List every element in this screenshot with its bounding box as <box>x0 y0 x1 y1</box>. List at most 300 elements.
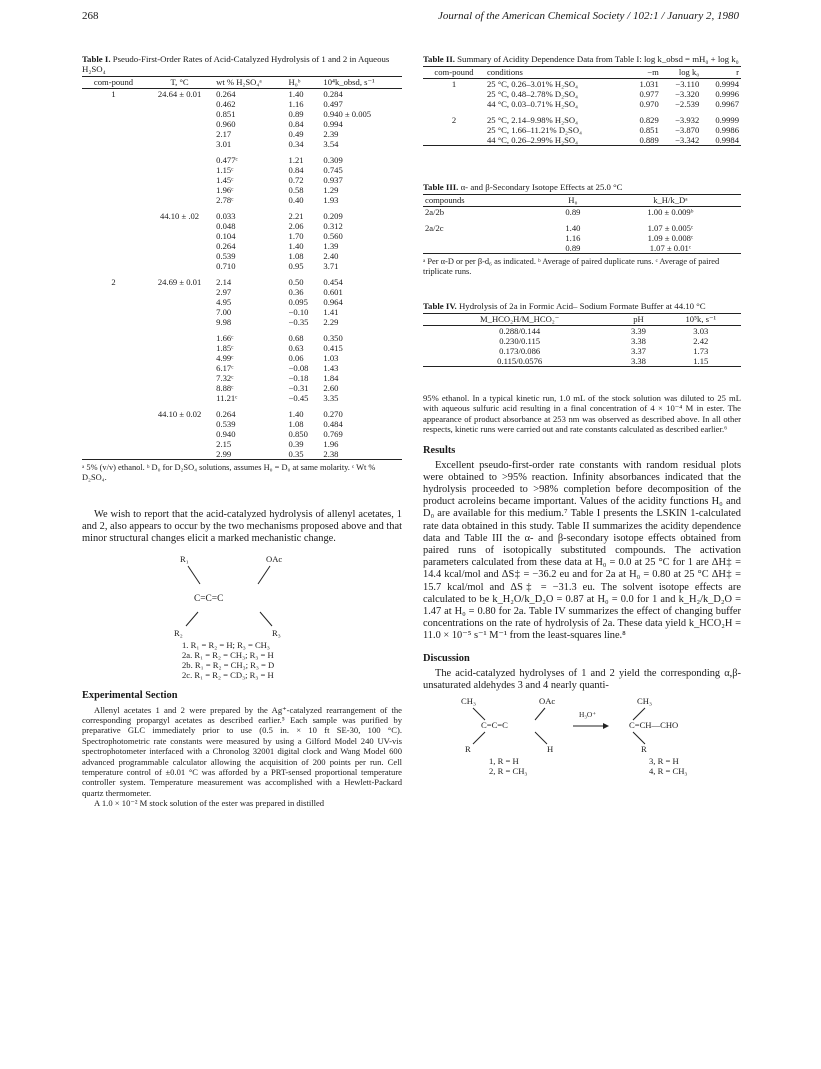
table1-header-cell: T, °C <box>145 77 214 89</box>
table1-caption <box>82 54 402 74</box>
table1-cell <box>145 363 214 373</box>
table2-cell <box>423 89 485 99</box>
table1-row <box>82 129 402 139</box>
table2-cell: 25 °C, 2.14–9.98% H₂SO₄ <box>486 115 579 125</box>
table1-cell <box>145 419 214 429</box>
table1-cell <box>82 241 145 251</box>
table1-row <box>82 175 402 185</box>
table1-cell: 1.08 <box>288 251 304 261</box>
experimental-paragraph-2: A 1.0 × 10⁻² M stock solution of the ester was prepared in distilled <box>94 798 325 809</box>
struct-r1: R₁ <box>180 553 189 564</box>
table1-cell <box>82 251 145 261</box>
journal-citation: Journal of the American Chemical Society / 102:1 / January 2, 1980 <box>437 10 739 22</box>
table1-row <box>82 139 402 149</box>
table1-cell: 2.99 <box>216 449 232 459</box>
table1-cell <box>145 175 214 185</box>
table1-cell: 2.17 <box>216 129 232 139</box>
table2-cell: 25 °C, 0.48–2.78% D₂SO₄ <box>486 89 579 99</box>
table1-cell: −0.10 <box>288 307 309 317</box>
table1-cell: 1.70 <box>288 231 304 241</box>
table1-cell <box>145 119 214 129</box>
table3-cell <box>423 243 546 254</box>
table1-header-row <box>82 77 402 89</box>
scheme-r-left: R <box>465 744 471 755</box>
table2-row <box>423 135 741 146</box>
scheme-h: H <box>547 744 554 755</box>
table4-cell: 2.42 <box>693 336 709 346</box>
table3-header-row <box>423 195 741 207</box>
method-continuation: 95% ethanol. In a typical kinetic run, 1.0 mL of the stock solution was diluted to 25 mL with aqueous sulfuric acid resulting in a final concentration of 4 × 10⁻⁴ M in ester. The appearance of product absorbance at 253 nm was observed as described above. In all other respects, kinetic runs were carried out and rate constants calculated as described earlier.⁶ <box>423 393 741 435</box>
table1-cell: 0.06 <box>288 353 304 363</box>
table1-cell <box>145 221 214 231</box>
table1-cell: 11.21ᶜ <box>216 393 238 403</box>
table1-cell: 1.43 <box>323 363 339 373</box>
table1-cell <box>82 409 145 419</box>
table1-row <box>82 231 402 241</box>
table1-cell <box>82 139 145 149</box>
table1-cell: 1.03 <box>323 353 339 363</box>
table1-cell: 1.41 <box>323 307 339 317</box>
table1-cell: 3.35 <box>323 393 339 403</box>
struct-legend <box>182 640 274 680</box>
table2-cell: 44 °C, 0.26–2.99% H₂SO₄ <box>486 135 579 145</box>
table1-row <box>82 185 402 195</box>
table1-cell: 1.16 <box>288 99 304 109</box>
table1-cell: 1.45ᶜ <box>216 175 234 185</box>
table2-cell: 0.851 <box>639 125 659 135</box>
table1-cell: 0.497 <box>323 99 343 109</box>
table1-cell: 0.964 <box>323 297 343 307</box>
table3-header-cell: H₀ <box>546 195 600 207</box>
table4-row <box>423 346 741 356</box>
table1-cell: 0.994 <box>323 119 343 129</box>
table1-cell <box>82 211 145 221</box>
table4-caption <box>423 301 741 311</box>
table1-row <box>82 99 402 109</box>
table1-cell: 0.850 <box>288 429 308 439</box>
table1-cell <box>145 297 214 307</box>
table1-cell: 0.264 <box>216 241 236 251</box>
table1-cell: 0.960 <box>216 119 236 129</box>
table1-cell: 0.34 <box>288 139 304 149</box>
table1-cell: 0.264 <box>216 89 236 99</box>
table2-header-cell: com-pound <box>423 67 485 79</box>
table1-cell <box>145 251 214 261</box>
table3-cell: 2a/2c <box>425 223 444 233</box>
table1-cell: 2.60 <box>323 383 339 393</box>
table1-cell: 2.06 <box>288 221 304 231</box>
table1-row <box>82 363 402 373</box>
table2-body <box>423 79 741 146</box>
table2-header-cell: log k₀ <box>661 67 701 79</box>
table1-row <box>82 251 402 261</box>
table1-cell: 0.35 <box>288 449 304 459</box>
table1-cell <box>145 307 214 317</box>
table1-cell: 0.477ᶜ <box>216 155 238 165</box>
table2-cell: −3.870 <box>675 125 700 135</box>
table1-cell: 0.72 <box>288 175 304 185</box>
table4-header-cell: 10⁵k, s⁻¹ <box>661 314 741 326</box>
table1-cell <box>145 353 214 363</box>
table1-cell: 0.58 <box>288 185 304 195</box>
table3-row <box>423 233 741 243</box>
table1-cell <box>82 297 145 307</box>
table1-cell <box>145 129 214 139</box>
table1-cell: 0.309 <box>323 155 343 165</box>
table1-row <box>82 449 402 460</box>
table2-row <box>423 99 741 109</box>
table2-row <box>423 79 741 90</box>
table2-cell: −3.320 <box>675 89 700 99</box>
table1-cell: 0.095 <box>288 297 308 307</box>
scheme-r-right: R <box>641 744 647 755</box>
table1-cell: 2.38 <box>323 449 339 459</box>
table2-cell: 0.977 <box>639 89 659 99</box>
table1-row <box>82 165 402 175</box>
table4-header-cell: pH <box>616 314 660 326</box>
table4-label: Table IV. <box>423 301 457 311</box>
table1-cell: 0.745 <box>323 165 343 175</box>
experimental-paragraph: Allenyl acetates 1 and 2 were prepared by the Ag⁺-catalyzed rearrangement of the corresponding propargyl acetates as described earlier.⁵ Each sample was purified by preparative GLC immediately prior to use (0.5 in. × 10 ft SE-30, 100 °C). Spectrophotometric rate constants were measured by using a Gilford Model 240 UV-vis spectrophotometer interfaced with a Chronolog 32001 digital clock and Wang Model 600 advanced programmable calculator allowing the acquisition of 200 points per run. Cell temperature control of ±0.01 °C was afforded by a PRT-sensed proportional temperature controller system. Temperature measurement was accomplished with a Hewlett-Packard quartz thermometer. <box>82 704 402 798</box>
table3-body <box>423 207 741 254</box>
table1-cell: 0.539 <box>216 251 236 261</box>
table1-cell: 4.95 <box>216 297 232 307</box>
table1-cell <box>145 287 214 297</box>
table2-cell: 44 °C, 0.03–0.71% H₂SO₄ <box>486 99 579 109</box>
table2-cell: 0.889 <box>639 135 659 145</box>
discussion-heading: Discussion <box>423 652 470 664</box>
table1-cell: 2.39 <box>323 129 339 139</box>
table2-cell: 25 °C, 0.26–3.01% H₂SO₄ <box>486 79 579 89</box>
table1-row <box>82 307 402 317</box>
table1-cell: 2.21 <box>288 211 304 221</box>
table1-cell: 0.39 <box>288 439 304 449</box>
table1-cell: 0.462 <box>216 99 236 109</box>
table3-caption-text: α- and β-Secondary Isotope Effects at 25.0 °C <box>460 182 623 192</box>
scheme-label-2: 2, R = CH₃ <box>489 766 528 777</box>
table2-cell: 1 <box>451 79 457 89</box>
table3-row <box>423 223 741 233</box>
table1-cell <box>145 449 214 460</box>
table1-cell <box>82 175 145 185</box>
table3-cell: 1.09 ± 0.008ᶜ <box>647 233 694 243</box>
table2-label: Table II. <box>423 54 455 64</box>
legend-2a: 2a. R₁ = R₂ = CH₃; R₃ = H <box>182 649 274 660</box>
table3-cell: 0.89 <box>565 207 581 217</box>
table3-cell <box>423 233 546 243</box>
table1-cell: 0.84 <box>288 165 304 175</box>
table1-cell <box>82 393 145 403</box>
table1-cell: 2.78ᶜ <box>216 195 234 205</box>
allene-structure <box>82 553 402 680</box>
table1-cell <box>82 373 145 383</box>
table4 <box>423 313 741 367</box>
table1-cell: 0.36 <box>288 287 304 297</box>
table1-cell: 1.85ᶜ <box>216 343 234 353</box>
table3-label: Table III. <box>423 182 459 192</box>
table1-cell: 1.40 <box>288 89 304 99</box>
table1-cell: 2.29 <box>323 317 339 327</box>
table1-cell <box>82 353 145 363</box>
table4-cell: 0.115/0.0576 <box>497 356 543 366</box>
table1-cell: −0.08 <box>288 363 309 373</box>
table4-cell: 0.288/0.144 <box>499 326 541 336</box>
table1-cell: 0.539 <box>216 419 236 429</box>
table1-cell: 0.033 <box>216 211 236 221</box>
table1-cell: −0.35 <box>288 317 309 327</box>
table1-row <box>82 383 402 393</box>
table4-cell: 0.173/0.086 <box>499 346 541 356</box>
table4-cell: 3.03 <box>693 326 709 336</box>
table3-footnote: ᵃ Per α-D or per β-d₆ as indicated. ᵇ Average of paired duplicate runs. ᶜ Average of paired triplicate runs. <box>423 257 720 276</box>
table3-cell: 1.07 ± 0.01ᶜ <box>649 243 692 253</box>
scheme-product: C=CH—CHO <box>629 720 679 731</box>
table1-cell: 1.21 <box>288 155 304 165</box>
table3-row <box>423 207 741 218</box>
table1-cell <box>145 393 214 403</box>
table1-cell: 2 <box>111 277 116 287</box>
table4-cell: 1.73 <box>693 346 709 356</box>
table2-cell <box>423 125 485 135</box>
table1-row <box>82 287 402 297</box>
table2-cell <box>423 135 485 146</box>
table1-cell: 9.98 <box>216 317 232 327</box>
scheme-reagent: H₃O⁺ <box>579 710 597 720</box>
legend-2b: 2b. R₁ = R₂ = CH₃; R₃ = D <box>182 659 275 670</box>
table1-cell: 1.29 <box>323 185 339 195</box>
table1-row <box>82 89 402 100</box>
table4-cell: 3.38 <box>630 356 646 366</box>
table1-row <box>82 211 402 221</box>
table1-cell: 0.415 <box>323 343 343 353</box>
table3-header-cell: k_H/k_Dᵃ <box>600 195 741 207</box>
table4-row <box>423 336 741 346</box>
table2-cell: 1.031 <box>639 79 659 89</box>
table1-cell: 1.96ᶜ <box>216 185 234 195</box>
intro-paragraph: We wish to report that the acid-catalyzed hydrolysis of allenyl acetates, 1 and 2, also appears to occur by the two mechanisms proposed above and that minor structural changes elicit a marked mechanistic change. <box>82 509 402 545</box>
reaction-scheme <box>423 696 741 777</box>
discussion-paragraph: The acid-catalyzed hydrolyses of 1 and 2 yield the corresponding α,β-unsaturated aldehydes 3 and 4 nearly quanti- <box>423 667 741 691</box>
table2-cell: 0.9986 <box>715 125 739 135</box>
table4-cell: 3.38 <box>630 336 646 346</box>
table1-row <box>82 353 402 363</box>
table2-header-cell: −m <box>627 67 661 79</box>
table1-cell: 2.14 <box>216 277 232 287</box>
scheme-oac: OAc <box>539 696 556 707</box>
table4-cell: 3.39 <box>630 326 646 336</box>
table1-cell: 3.54 <box>323 139 339 149</box>
table1-cell: 1.40 <box>288 241 304 251</box>
table1-cell <box>145 185 214 195</box>
table1-cell <box>145 241 214 251</box>
table1-cell <box>82 333 145 343</box>
table1-cell: 0.89 <box>288 109 304 119</box>
table1-cell <box>82 165 145 175</box>
table1-row <box>82 119 402 129</box>
table1-cell: 2.15 <box>216 439 232 449</box>
table1-cell <box>82 307 145 317</box>
table1-row <box>82 409 402 419</box>
table4-cell: 1.15 <box>693 356 709 366</box>
page-number: 268 <box>82 10 99 22</box>
table1-cell: 1.15ᶜ <box>216 165 234 175</box>
table1-cell <box>82 343 145 353</box>
table1-cell: 1.08 <box>288 419 304 429</box>
table3-cell: 1.16 <box>565 233 581 243</box>
legend-2c: 2c. R₁ = R₂ = CD₃; R₃ = H <box>182 669 274 680</box>
table2-cell: 0.970 <box>639 99 659 109</box>
scheme-label-3: 3, R = H <box>649 756 679 767</box>
table1-cell <box>82 109 145 119</box>
table1-cell: 0.937 <box>323 175 343 185</box>
struct-oac: OAc <box>266 553 283 564</box>
table1-row <box>82 261 402 271</box>
table1-cell <box>82 231 145 241</box>
table1-cell <box>82 383 145 393</box>
table1-cell <box>145 333 214 343</box>
table1-cell <box>82 449 145 460</box>
scheme-allene: C=C=C <box>481 720 508 731</box>
table1-cell <box>82 155 145 165</box>
table1-cell <box>145 317 214 327</box>
table1-header-cell: 10⁴k_obsd, s⁻¹ <box>321 77 402 89</box>
table1-row <box>82 277 402 287</box>
table1-row <box>82 317 402 327</box>
table1-cell: 0.940 ± 0.005 <box>323 109 372 119</box>
table1-cell: 0.40 <box>288 195 304 205</box>
table1-cell: −0.45 <box>288 393 309 403</box>
table1-cell: 3.71 <box>323 261 339 271</box>
table4-caption-text: Hydrolysis of 2a in Formic Acid– Sodium Formate Buffer at 44.10 °C <box>458 301 706 311</box>
table1-cell: 1.93 <box>323 195 339 205</box>
table2-cell: 0.829 <box>639 115 659 125</box>
table1-cell: 0.95 <box>288 261 304 271</box>
table1-cell: 2.97 <box>216 287 232 297</box>
table1-cell <box>82 221 145 231</box>
table1 <box>82 76 402 460</box>
right-column <box>423 54 741 777</box>
table1-row <box>82 343 402 353</box>
table1-cell <box>145 429 214 439</box>
struct-r3: R₃ <box>272 627 281 638</box>
table3-cell: 1.07 ± 0.005ᶜ <box>647 223 694 233</box>
table1-footnote: ᵃ 5% (v/v) ethanol. ᵇ D₀ for D₂SO₄ solutions, assumes H₀ = D₀ at same molarity. ᶜ Wt % D₂SO₄. <box>82 463 376 482</box>
scheme-label-4: 4, R = CH₃ <box>649 766 688 777</box>
table1-cell <box>82 119 145 129</box>
table1-cell <box>82 287 145 297</box>
table1-row <box>82 419 402 429</box>
table4-body <box>423 326 741 367</box>
table1-header-cell: com-pound <box>82 77 145 89</box>
table1-cell <box>145 231 214 241</box>
table1-cell <box>145 109 214 119</box>
table1-cell <box>145 439 214 449</box>
table1-cell: 0.209 <box>323 211 343 221</box>
table1-cell: 1.84 <box>323 373 339 383</box>
table2-cell: −3.342 <box>675 135 700 145</box>
table1-cell: 0.68 <box>288 333 304 343</box>
table1-cell: 24.64 ± 0.01 <box>157 89 202 99</box>
table1-row <box>82 109 402 119</box>
table1-cell: 7.00 <box>216 307 232 317</box>
table1-cell: 0.49 <box>288 129 304 139</box>
table2-row <box>423 115 741 125</box>
table2-cell: 2 <box>451 115 457 125</box>
table3-caption <box>423 182 741 192</box>
table1-cell: 3.01 <box>216 139 232 149</box>
struct-r2: R₂ <box>174 627 183 638</box>
table1-cell <box>145 165 214 175</box>
table1-cell <box>145 343 214 353</box>
table2-cell: 0.9999 <box>715 115 739 125</box>
table2-cell: 25 °C, 1.66–11.21% D₂SO₄ <box>486 125 583 135</box>
table1-row <box>82 241 402 251</box>
table2-cell: −3.110 <box>675 79 700 89</box>
table1-cell <box>82 439 145 449</box>
table2-cell: 0.9996 <box>715 89 739 99</box>
table2-header-cell: conditions <box>485 67 627 79</box>
left-column <box>82 54 402 809</box>
table1-cell: 2.40 <box>323 251 339 261</box>
table2-header-cell: r <box>701 67 741 79</box>
table1-cell: −0.18 <box>288 373 309 383</box>
table3-row <box>423 243 741 254</box>
table1-cell: 1.66ᶜ <box>216 333 234 343</box>
table2-cell: 0.9967 <box>715 99 739 109</box>
table2 <box>423 66 741 146</box>
table1-cell: 4.99ᶜ <box>216 353 234 363</box>
table4-cell: 3.37 <box>630 346 646 356</box>
table1-cell: 0.769 <box>323 429 343 439</box>
table1-cell <box>82 195 145 205</box>
table2-cell: −2.539 <box>675 99 700 109</box>
table1-cell <box>82 429 145 439</box>
table1-cell <box>82 99 145 109</box>
table1-cell: 0.601 <box>323 287 343 297</box>
table1-row <box>82 297 402 307</box>
table1-cell: 44.10 ± 0.02 <box>157 409 202 419</box>
table1-row <box>82 195 402 205</box>
table1-cell: 0.63 <box>288 343 304 353</box>
table1-cell: 0.312 <box>323 221 343 231</box>
table4-cell: 0.230/0.115 <box>499 336 541 346</box>
table2-cell: −3.932 <box>675 115 700 125</box>
table1-cell: 0.284 <box>323 89 343 99</box>
table1-cell: 6.17ᶜ <box>216 363 234 373</box>
table1-cell: 0.50 <box>288 277 304 287</box>
table1-cell: 0.851 <box>216 109 236 119</box>
table1-cell: 7.32ᶜ <box>216 373 234 383</box>
table2-cell: 0.9984 <box>715 135 739 145</box>
table2-header-row <box>423 67 741 79</box>
table4-header-cell: M_HCO₂H/M_HCO₂⁻ <box>423 314 616 326</box>
table1-cell <box>145 383 214 393</box>
table1-row <box>82 333 402 343</box>
table1-header-cell: wt % H₂SO₄ᵃ <box>214 77 286 89</box>
table1-cell <box>82 129 145 139</box>
table1-cell: 0.84 <box>288 119 304 129</box>
table1-cell: 1.39 <box>323 241 339 251</box>
table1-row <box>82 373 402 383</box>
table1-cell <box>82 261 145 271</box>
scheme-ch3-a: CH₃ <box>461 696 476 707</box>
table2-caption-text: Summary of Acidity Dependence Data from Table I: log k_obsd = mH₀ + log k₀ <box>457 54 739 64</box>
table1-cell <box>82 363 145 373</box>
table3-cell: 1.00 ± 0.009ᵇ <box>647 207 694 217</box>
table1-cell <box>82 185 145 195</box>
table4-row <box>423 326 741 337</box>
table1-cell: 0.940 <box>216 429 236 439</box>
